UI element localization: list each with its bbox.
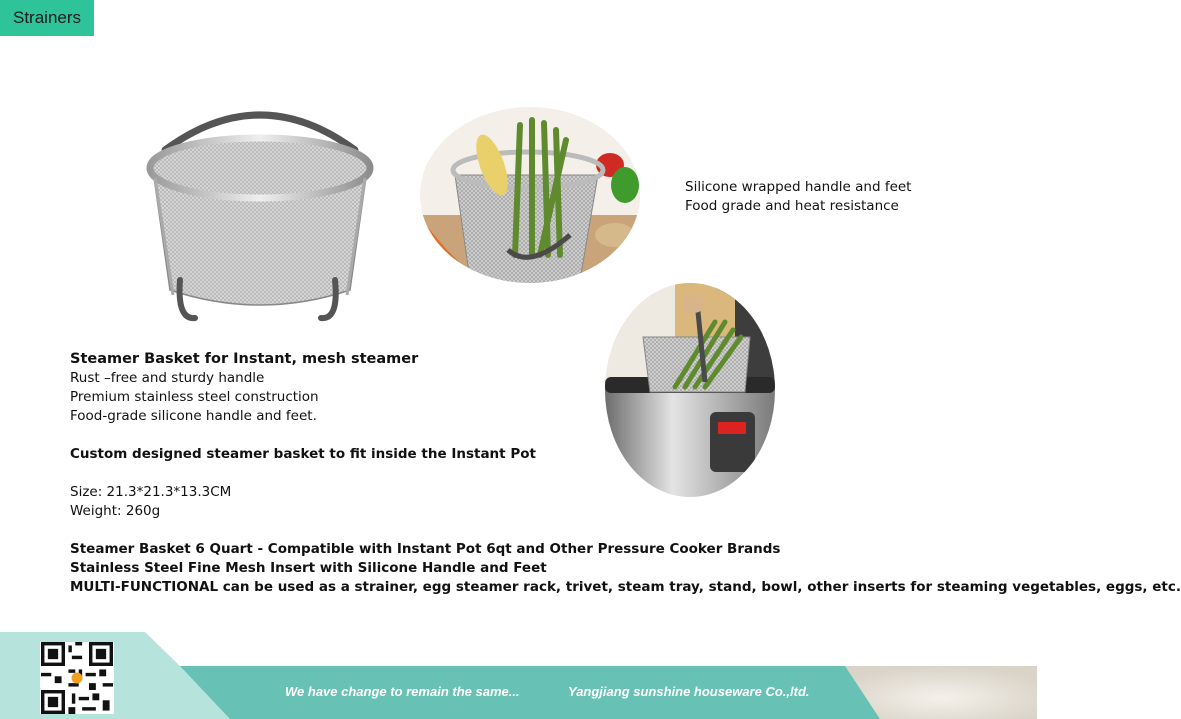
product-description <box>70 350 1181 597</box>
feature-line: Rust –free and sturdy handle <box>70 370 265 386</box>
asparagus-basket-photo <box>420 105 640 285</box>
steamer-basket-image <box>135 90 385 330</box>
feature-line: Food-grade silicone handle and feet. <box>70 408 317 424</box>
section-tag: Strainers <box>0 0 94 36</box>
weight-spec: Weight: 260g <box>70 503 161 519</box>
bold-description-line: Stainless Steel Fine Mesh Insert with Silicone Handle and Feet <box>70 560 547 576</box>
feature-line: Premium stainless steel construction <box>70 389 319 405</box>
footer-company: Yangjiang sunshine houseware Co.,ltd. <box>568 684 810 699</box>
bold-description-line: Steamer Basket 6 Quart - Compatible with Instant Pot 6qt and Other Pressure Cooker Brands <box>70 541 781 557</box>
size-spec: Size: 21.3*21.3*13.3CM <box>70 484 232 500</box>
bold-description-line: MULTI-FUNCTIONAL can be used as a strainer, egg steamer rack, trivet, steam tray, stand, bowl, other inserts for steaming vegetables, eggs, etc. <box>70 579 1181 595</box>
product-title: Steamer Basket for Instant, mesh steamer <box>70 351 419 367</box>
side-feature-list <box>685 178 911 216</box>
side-feature-item: Silicone wrapped handle and feet <box>685 179 912 195</box>
footer-slogan: We have change to remain the same... <box>285 684 520 699</box>
qr-code <box>40 642 114 714</box>
custom-design-line: Custom designed steamer basket to fit inside the Instant Pot <box>70 446 536 462</box>
side-feature-item: Food grade and heat resistance <box>685 198 899 214</box>
footer-band <box>0 632 1037 719</box>
